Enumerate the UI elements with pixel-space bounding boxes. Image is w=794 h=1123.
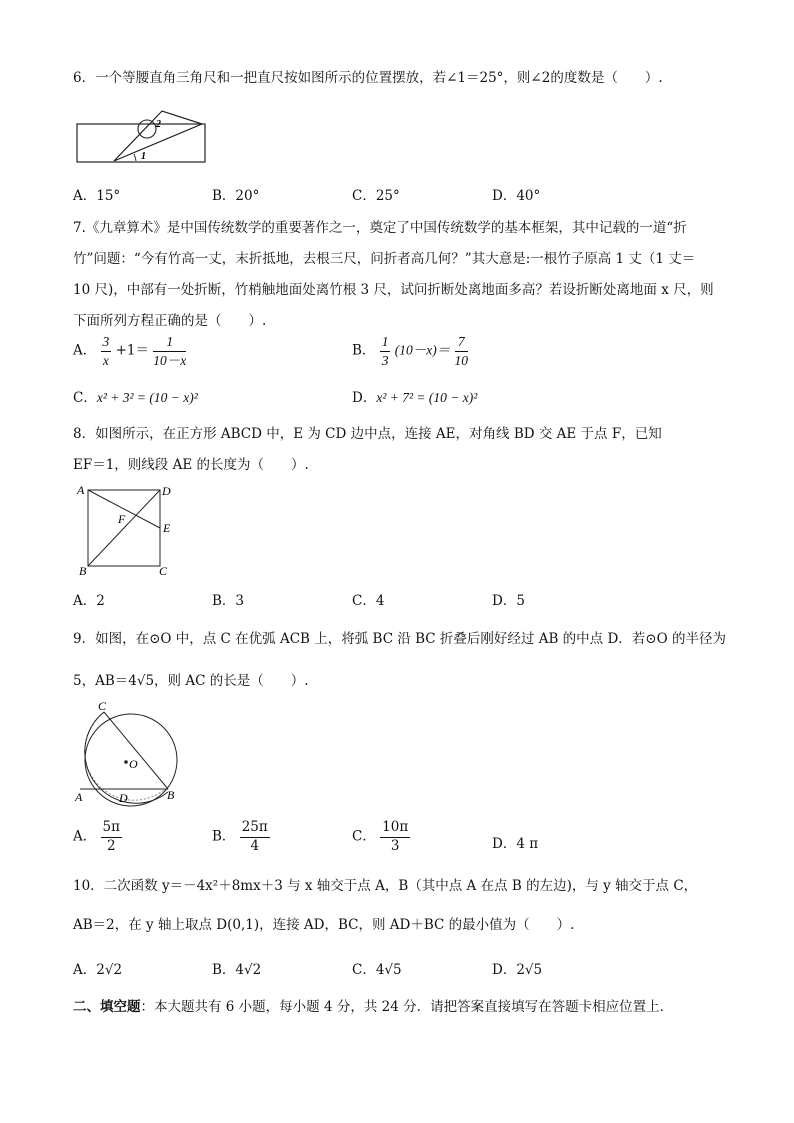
q8-line-1: 8．如图所示，在正方形 ABCD 中，E 为 CD 边中点，连接 AE，对角线 BD 交 AE 于点 F，已知	[73, 426, 662, 442]
q7-option-a	[73, 335, 186, 367]
q7-line-1: 7.《九章算术》是中国传统数学的重要著作之一，奠定了中国传统数学的基本框架，其中记载的一道“折	[73, 220, 687, 236]
point-a-label: A	[77, 483, 85, 497]
frac-num: 25π	[240, 821, 270, 838]
q10-option-c: C．4√5	[352, 962, 402, 978]
q8-option-a: A．2	[73, 593, 105, 609]
frac-den: 2	[106, 837, 116, 854]
frac-num: 5π	[101, 821, 122, 838]
q6-option-c: C．25°	[352, 188, 400, 204]
point-f-label: F	[118, 512, 126, 526]
q10-option-d: D．2√5	[492, 962, 543, 978]
center-o	[124, 760, 128, 764]
frac-num: 10π	[380, 821, 410, 838]
equation: x² + 7² = (10 − x)²	[376, 390, 478, 405]
point-b-label: B	[167, 788, 175, 802]
frac-den: 10－x	[153, 352, 187, 368]
frac-num: 7	[455, 335, 469, 352]
q7-option-b	[352, 335, 468, 367]
angle-1-label: 1	[141, 151, 146, 162]
q8-line-2: EF＝1，则线段 AE 的长度为（ ）.	[73, 457, 309, 473]
point-e-label: E	[163, 521, 171, 535]
point-b-label: B	[79, 564, 87, 578]
equation-middle: +1＝	[115, 342, 149, 359]
frac-den: 4	[250, 837, 260, 854]
q8-figure	[76, 482, 180, 580]
q6-option-b: B．20°	[212, 188, 260, 204]
q7-option-d	[352, 386, 477, 406]
q7-line-2: 竹”问题：“今有竹高一丈，末折抵地，去根三尺，问折者高几何？”其大意是:一根竹子原高 1 丈（1 丈＝	[73, 251, 696, 267]
q6-figure	[76, 110, 210, 166]
option-label: D．	[492, 836, 517, 852]
option-label: C．	[352, 828, 376, 845]
option-label: C．	[73, 390, 97, 406]
q9-option-c	[352, 821, 410, 853]
frac-den: x	[102, 352, 109, 368]
q8-option-b: B．3	[212, 593, 245, 609]
folded-arc-bc	[85, 712, 164, 800]
option-label: D．	[352, 390, 377, 406]
q6-option-a: A．15°	[73, 188, 121, 204]
option-label: B．	[352, 342, 376, 359]
equation: x² + 3² = (10 − x)²	[96, 390, 198, 405]
section-2-title: 二、填空题	[73, 999, 141, 1015]
q9-option-d	[492, 832, 538, 852]
q10-line-2: AB＝2，在 y 轴上取点 D(0,1)，连接 AD，BC，则 AD＋BC 的最小值为（ ）.	[73, 917, 575, 933]
q10-option-a: A．2√2	[73, 962, 123, 978]
q7-line-3: 10 尺)，中部有一处折断，竹梢触地面处离竹根 3 尺，试问折断处离地面多高？若设折断处离地面 x 尺，则	[73, 282, 714, 298]
q9-line-1: 9．如图，在⊙O 中，点 C 在优弧 ACB 上，将弧 BC 沿 BC 折叠后刚好经过 AB 的中点 D．若⊙O 的半径为	[73, 631, 726, 647]
q10-line-1: 10．二次函数 y＝－4x²＋8mx＋3 与 x 轴交于点 A，B（其中点 A 在点 B 的左边)，与 y 轴交于点 C，	[73, 878, 698, 894]
q8-option-d: D．5	[492, 593, 525, 609]
q8-option-c: C．4	[352, 593, 385, 609]
diagonal-bd	[88, 490, 160, 566]
frac-num: 1	[153, 335, 186, 352]
frac-num: 3	[101, 335, 112, 352]
set-square-hole	[138, 120, 156, 138]
frac-num: 1	[380, 335, 391, 352]
q6-option-d: D．40°	[492, 188, 541, 204]
option-label: B．	[212, 828, 236, 845]
point-d-label: D	[162, 484, 171, 498]
q9-option-b	[212, 821, 270, 853]
option-label: A．	[73, 342, 97, 359]
q7-option-c	[73, 386, 198, 406]
point-o-label: O	[129, 757, 138, 771]
angle-2-label: 2	[156, 119, 161, 130]
q10-option-b: B．4√2	[212, 962, 262, 978]
frac-den: 10	[454, 352, 469, 368]
section-2-instructions: ：本大题共有 6 小题，每小题 4 分，共 24 分．请把答案直接填写在答题卡相应位置上．	[140, 999, 674, 1015]
option-label: A．	[73, 828, 97, 845]
q6-stem: 6．一个等腰直角三角尺和一把直尺按如图所示的位置摆放，若∠1＝25°，则∠2的度数是（ ）.	[73, 70, 663, 86]
point-d-label: D	[119, 791, 128, 805]
option-value: 4 π	[516, 836, 539, 852]
arc-segment	[85, 712, 168, 803]
q9-line-2: 5，AB＝4√5，则 AC 的长是（ ）.	[73, 673, 309, 689]
frac-den: 3	[381, 352, 389, 368]
q7-line-4: 下面所列方程正确的是（ ）.	[73, 313, 267, 329]
point-a-label: A	[75, 790, 83, 804]
equation-middle: (10－x)＝	[394, 342, 451, 358]
q9-figure	[74, 700, 184, 808]
point-c-label: C	[98, 700, 107, 713]
frac-den: 3	[390, 837, 400, 854]
point-c-label: C	[159, 564, 168, 578]
section-2-heading	[73, 995, 673, 1015]
q9-option-a	[73, 821, 122, 853]
